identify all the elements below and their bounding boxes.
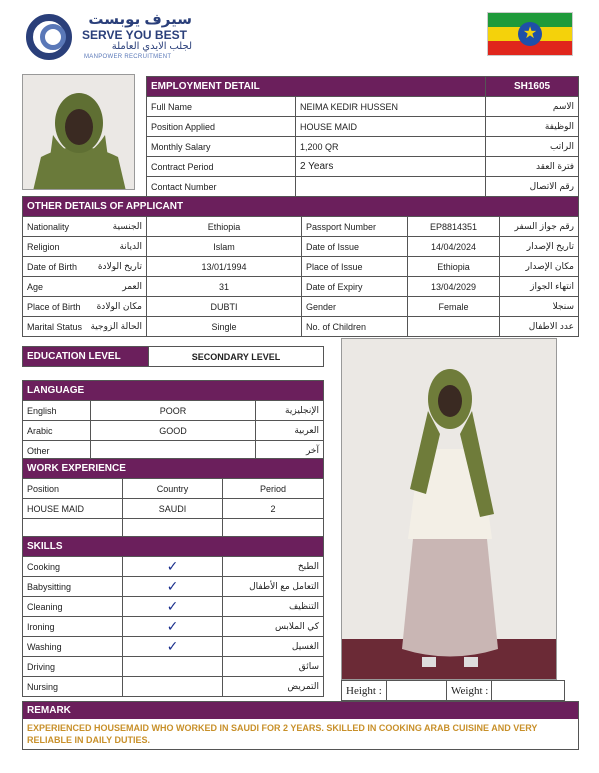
table-row <box>23 297 579 317</box>
field-label-arabic: عدد الاطفال <box>500 317 579 337</box>
field-value: 13/01/1994 <box>147 257 302 277</box>
field-label-arabic: مكان الولادة <box>91 297 147 317</box>
other-details-title: OTHER DETAILS OF APPLICANT <box>23 197 579 217</box>
table-row <box>23 237 579 257</box>
field-label: English <box>23 401 91 421</box>
skill-label-arabic: التمريض <box>223 677 324 697</box>
field-label-arabic: الوظيفة <box>486 117 579 137</box>
table-row <box>147 157 579 177</box>
weight-value <box>492 681 565 701</box>
table-row <box>23 317 579 337</box>
field-value: Single <box>147 317 302 337</box>
field-value: HOUSE MAID <box>296 117 486 137</box>
field-label-arabic: رقم جواز السفر <box>500 217 579 237</box>
language-title: LANGUAGE <box>23 381 324 401</box>
field-label-arabic: آخر <box>256 441 324 461</box>
field-label: Religion <box>23 237 91 257</box>
skills-table <box>22 536 324 697</box>
field-label: Date of Issue <box>302 237 408 257</box>
field-label-arabic: فترة العقد <box>486 157 579 177</box>
field-label: Other <box>23 441 91 461</box>
table-row <box>23 557 324 577</box>
field-label: Contact Number <box>147 177 296 197</box>
field-label: No. of Children <box>302 317 408 337</box>
table-row <box>23 277 579 297</box>
field-label: Place of Birth <box>23 297 91 317</box>
table-row <box>23 401 324 421</box>
measurements-table <box>341 680 565 701</box>
field-value: NEIMA KEDIR HUSSEN <box>296 97 486 117</box>
field-value: Ethiopia <box>147 217 302 237</box>
field-label-arabic: انتهاء الجواز <box>500 277 579 297</box>
applicant-photo-portrait <box>22 74 135 190</box>
field-value: 13/04/2029 <box>408 277 500 297</box>
field-label-arabic: العربية <box>256 421 324 441</box>
skill-label-arabic: سائق <box>223 657 324 677</box>
remark-text: EXPERIENCED HOUSEMAID WHO WORKED IN SAUDI FOR 2 YEARS. SKILLED IN COOKING ARAB CUISINE AND VERY RELIABLE IN DAILY DUTIES. <box>27 723 538 745</box>
table-cell: HOUSE MAID <box>23 499 123 519</box>
field-label: Place of Issue <box>302 257 408 277</box>
field-label-arabic: الإنجليزية <box>256 401 324 421</box>
field-label: Marital Status <box>23 317 91 337</box>
table-row <box>23 257 579 277</box>
field-value: EP8814351 <box>408 217 500 237</box>
field-value: 1,200 QR <box>296 137 486 157</box>
field-label-arabic: العمر <box>91 277 147 297</box>
column-header: Country <box>123 479 223 499</box>
field-label: Age <box>23 277 91 297</box>
height-value <box>387 681 447 701</box>
field-label-arabic: الاسم <box>486 97 579 117</box>
skill-label: Cooking <box>23 557 123 577</box>
table-cell: 2 <box>223 499 324 519</box>
field-value: 2 Years <box>296 157 486 177</box>
table-row <box>23 617 324 637</box>
skill-label-arabic: الطبخ <box>223 557 324 577</box>
applicant-photo-full-body <box>341 338 557 680</box>
field-label-arabic: تاريخ الإصدار <box>500 237 579 257</box>
skill-label: Washing <box>23 637 123 657</box>
logo-name: SERVE YOU BEST <box>82 28 187 42</box>
remark-section <box>22 701 579 750</box>
table-row <box>23 217 579 237</box>
other-details-table <box>22 196 579 337</box>
employment-detail-title: EMPLOYMENT DETAIL <box>147 77 486 97</box>
table-row <box>147 97 579 117</box>
skill-label-arabic: التعامل مع الأطفال <box>223 577 324 597</box>
table-row <box>23 421 324 441</box>
field-label-arabic: الديانة <box>91 237 147 257</box>
education-label: EDUCATION LEVEL <box>23 347 149 367</box>
field-label: Arabic <box>23 421 91 441</box>
field-label-arabic: الحالة الزوجية <box>91 317 147 337</box>
flag-star-icon: ★ <box>522 25 538 42</box>
column-header: Period <box>223 479 324 499</box>
table-cell: SAUDI <box>123 499 223 519</box>
table-row <box>147 117 579 137</box>
table-header-row <box>23 479 324 499</box>
education-table <box>22 346 324 367</box>
field-value: Ethiopia <box>408 257 500 277</box>
employment-detail-table <box>146 76 579 197</box>
field-label-arabic: تاريخ الولادة <box>91 257 147 277</box>
field-label-arabic: رقم الاتصال <box>486 177 579 197</box>
table-row <box>23 637 324 657</box>
skill-label: Cleaning <box>23 597 123 617</box>
education-value: SECONDARY LEVEL <box>149 347 324 367</box>
table-row <box>23 657 324 677</box>
checkmark-icon: ✓ <box>123 597 223 617</box>
skill-label-arabic: كي الملابس <box>223 617 324 637</box>
checkmark-icon: ✓ <box>123 557 223 577</box>
checkmark-icon <box>123 657 223 677</box>
skill-label: Ironing <box>23 617 123 637</box>
field-label: Date of Expiry <box>302 277 408 297</box>
field-label: Gender <box>302 297 408 317</box>
logo-emblem-inner-icon <box>40 24 66 50</box>
height-label: Height : <box>342 681 387 701</box>
field-label: Nationality <box>23 217 91 237</box>
logo-arabic-tagline: لجلب الايدي العاملة <box>111 41 192 52</box>
language-table <box>22 380 324 461</box>
field-label-arabic: سنجلا <box>500 297 579 317</box>
skill-label-arabic: التنظيف <box>223 597 324 617</box>
field-label: Date of Birth <box>23 257 91 277</box>
table-row <box>23 677 324 697</box>
remark-title: REMARK <box>23 702 578 719</box>
work-experience-table <box>22 458 324 539</box>
column-header: Position <box>23 479 123 499</box>
field-value: POOR <box>91 401 256 421</box>
field-value <box>296 177 486 197</box>
weight-label: Weight : <box>447 681 492 701</box>
field-label-arabic: الجنسية <box>91 217 147 237</box>
field-label: Position Applied <box>147 117 296 137</box>
skill-label: Nursing <box>23 677 123 697</box>
table-row <box>23 577 324 597</box>
table-row <box>23 499 324 519</box>
skill-label: Driving <box>23 657 123 677</box>
field-value <box>408 317 500 337</box>
field-value: Islam <box>147 237 302 257</box>
field-label: Full Name <box>147 97 296 117</box>
skills-title: SKILLS <box>23 537 324 557</box>
field-label: Contract Period <box>147 157 296 177</box>
checkmark-icon: ✓ <box>123 617 223 637</box>
table-row <box>147 137 579 157</box>
company-logo <box>22 10 192 65</box>
table-row <box>23 597 324 617</box>
field-value: Female <box>408 297 500 317</box>
field-value: GOOD <box>91 421 256 441</box>
logo-tagline: MANPOWER RECRUITMENT <box>84 54 172 60</box>
checkmark-icon: ✓ <box>123 577 223 597</box>
field-label-arabic: الراتب <box>486 137 579 157</box>
field-label-arabic: مكان الإصدار <box>500 257 579 277</box>
field-value: 31 <box>147 277 302 297</box>
work-experience-title: WORK EXPERIENCE <box>23 459 324 479</box>
logo-arabic-name: سيرف يوبست <box>88 11 192 28</box>
field-value: 14/04/2024 <box>408 237 500 257</box>
checkmark-icon <box>123 677 223 697</box>
field-label: Monthly Salary <box>147 137 296 157</box>
applicant-code: SH1605 <box>486 77 579 97</box>
skill-label: Babysitting <box>23 577 123 597</box>
table-row <box>147 177 579 197</box>
checkmark-icon: ✓ <box>123 637 223 657</box>
field-label: Passport Number <box>302 217 408 237</box>
skill-label-arabic: الغسيل <box>223 637 324 657</box>
ethiopia-flag <box>487 12 573 56</box>
field-value: DUBTI <box>147 297 302 317</box>
